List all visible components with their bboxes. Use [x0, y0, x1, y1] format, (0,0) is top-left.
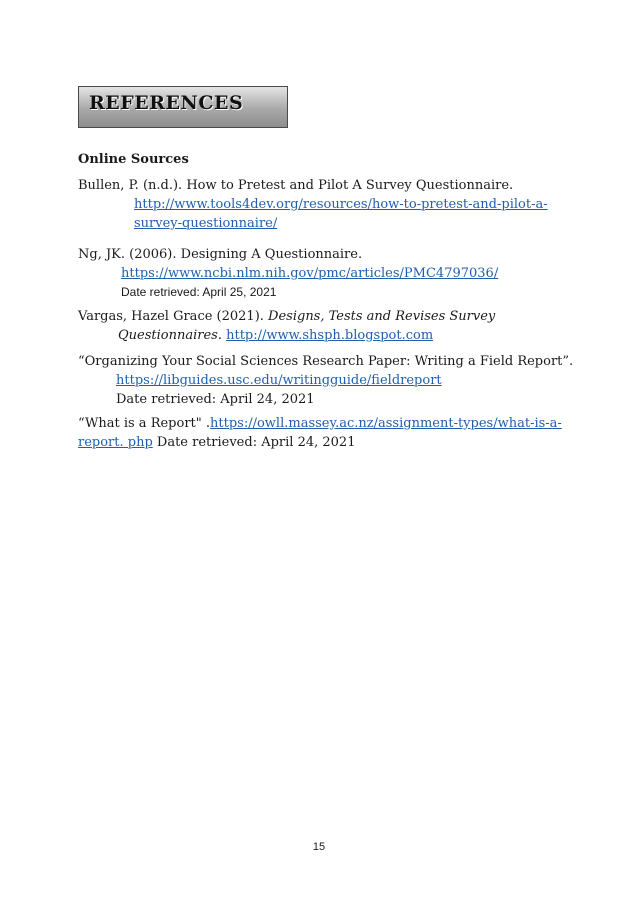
reference-citation: Ng, JK. (2006). Designing A Questionnaire.	[78, 247, 363, 262]
reference-link[interactable]: http://www.shsph.blogspot.com	[226, 328, 434, 343]
reference-title: Designs, Tests and Revises Survey	[268, 309, 496, 324]
reference-link[interactable]: https://www.ncbi.nlm.nih.gov/pmc/articles/PMC4797036/	[121, 266, 499, 281]
section-heading: Online Sources	[78, 152, 189, 167]
reference-title: “What is a Report" .	[78, 416, 211, 431]
reference-citation: “Organizing Your Social Sciences Research Paper: Writing a Field Report”.	[78, 354, 574, 369]
reference-entry-field-report	[78, 352, 574, 409]
reference-entry-ng	[78, 245, 568, 302]
reference-retrieved-date: Date retrieved: April 24, 2021	[152, 435, 356, 450]
reference-retrieved-date: Date retrieved: April 25, 2021	[121, 285, 277, 299]
references-banner	[78, 86, 288, 128]
reference-link[interactable]: https://owll.massey.ac.nz/assignment-types/what-is-a-	[210, 416, 562, 431]
reference-entry-what-is-report	[78, 414, 568, 452]
reference-link-continued[interactable]: report. php	[78, 435, 153, 450]
page-title: REFERENCES	[89, 92, 244, 114]
reference-link-continued[interactable]: survey-questionnaire/	[134, 216, 278, 231]
reference-link[interactable]: https://libguides.usc.edu/writingguide/fieldreport	[116, 373, 442, 388]
reference-title-continued: Questionnaires.	[118, 328, 222, 343]
page-number: 15	[312, 841, 326, 853]
reference-entry-vargas	[78, 307, 568, 345]
reference-link[interactable]: http://www.tools4dev.org/resources/how-to-pretest-and-pilot-a-	[134, 197, 548, 212]
reference-author: Vargas, Hazel Grace (2021).	[78, 309, 269, 324]
reference-retrieved-date: Date retrieved: April 24, 2021	[116, 392, 315, 407]
reference-entry-bullen	[78, 176, 568, 233]
reference-citation: Bullen, P. (n.d.). How to Pretest and Pilot A Survey Questionnaire.	[78, 178, 514, 193]
